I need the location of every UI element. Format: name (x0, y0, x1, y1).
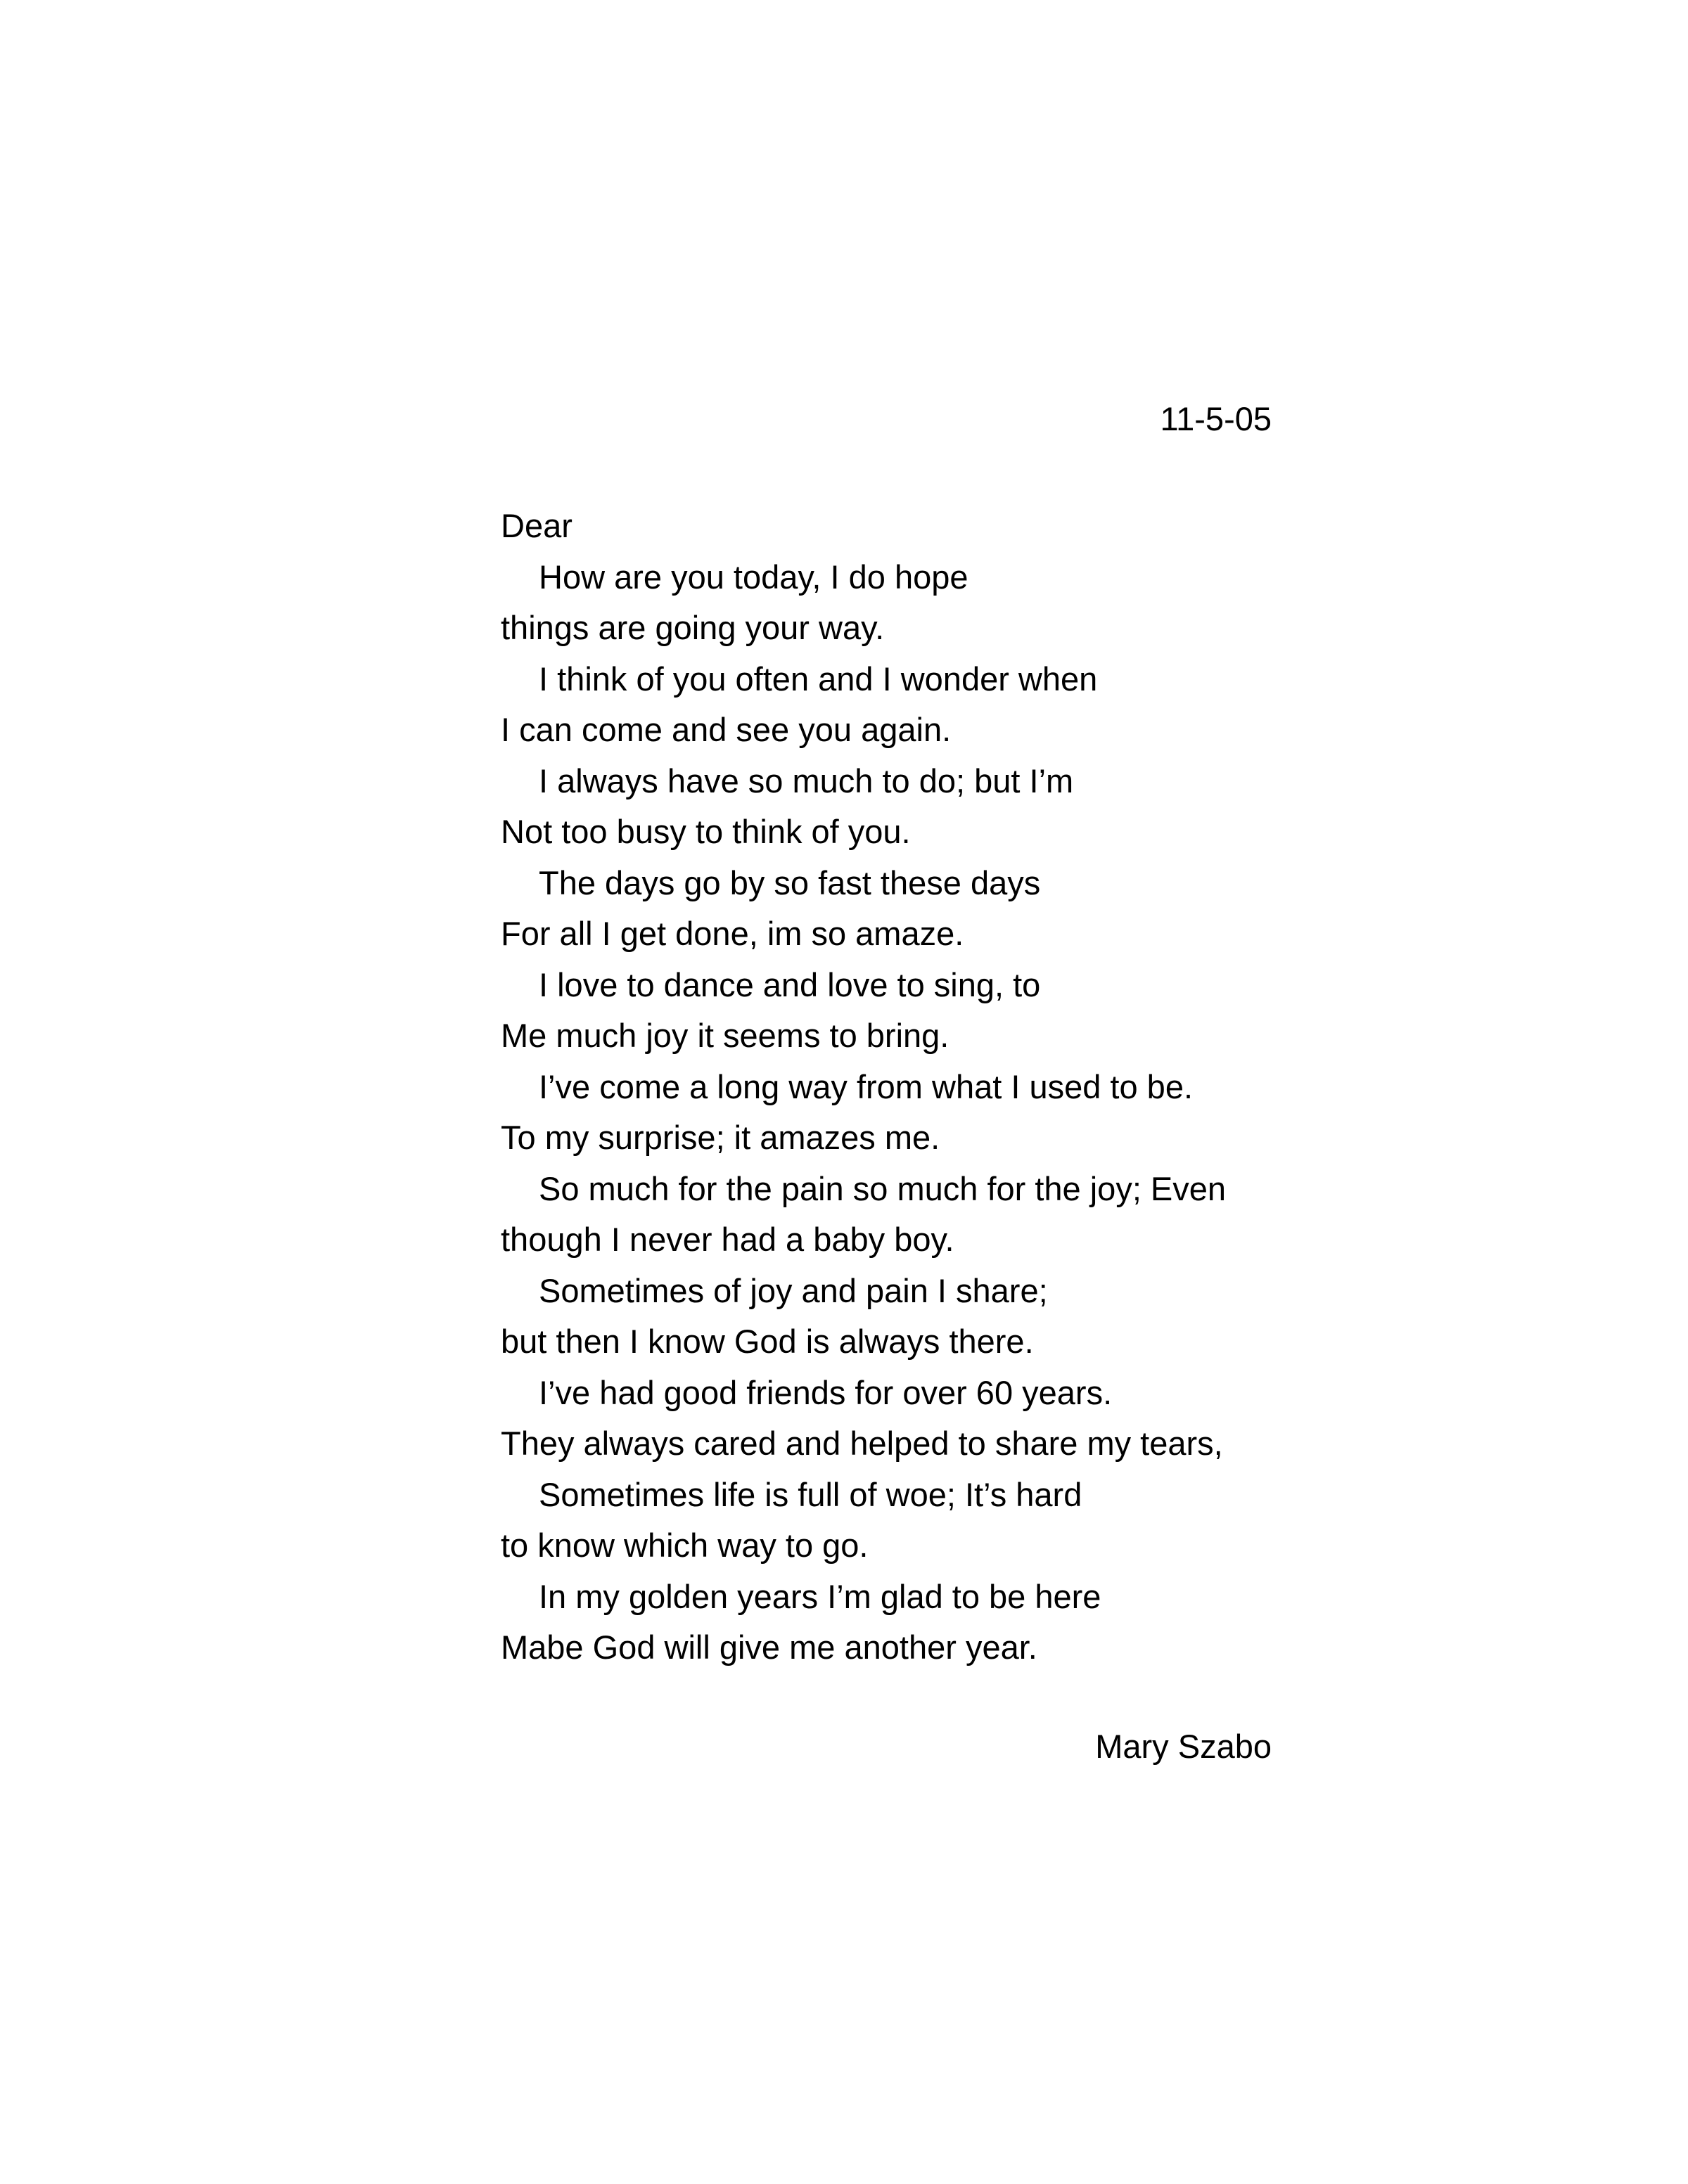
poem-line: Me much joy it seems to bring. (501, 1017, 950, 1054)
poem-line: Sometimes life is full of woe; It’s hard (539, 1475, 1082, 1513)
poem-line: Mabe God will give me another year. (501, 1629, 1037, 1666)
poem-line: In my golden years I’m glad to be here (539, 1577, 1101, 1615)
poem-line: I’ve come a long way from what I used to be. (539, 1067, 1194, 1105)
poem-line: The days go by so fast these days (539, 863, 1041, 901)
poem-line: but then I know God is always there. (501, 1323, 1034, 1360)
poem-line: I always have so much to do; but I’m (539, 762, 1074, 799)
poem-line: For all I get done, im so amaze. (501, 915, 964, 952)
poem-line: though I never had a baby boy. (501, 1221, 954, 1258)
poem-line: things are going your way. (501, 609, 885, 646)
poem-line: I love to dance and love to sing, to (539, 965, 1041, 1003)
poem-lines (501, 552, 1289, 1674)
letter-body (501, 501, 1289, 1674)
poem-line: So much for the pain so much for the joy; Even (539, 1169, 1227, 1207)
letter-signature: Mary Szabo (1095, 1728, 1272, 1765)
poem-line: I think of you often and I wonder when (539, 660, 1098, 698)
poem-line: They always cared and helped to share my tears, (501, 1425, 1223, 1462)
poem-line: I can come and see you again. (501, 711, 952, 748)
letter-date: 11-5-05 (1160, 400, 1272, 437)
poem-line: Not too busy to think of you. (501, 813, 911, 850)
poem-line: Sometimes of joy and pain I share; (539, 1271, 1048, 1309)
poem-line: I’ve had good friends for over 60 years. (539, 1373, 1113, 1411)
poem-line: To my surprise; it amazes me. (501, 1119, 940, 1156)
poem-line: How are you today, I do hope (539, 558, 968, 596)
letter-greeting: Dear (501, 507, 573, 544)
poem-line: to know which way to go. (501, 1527, 869, 1564)
